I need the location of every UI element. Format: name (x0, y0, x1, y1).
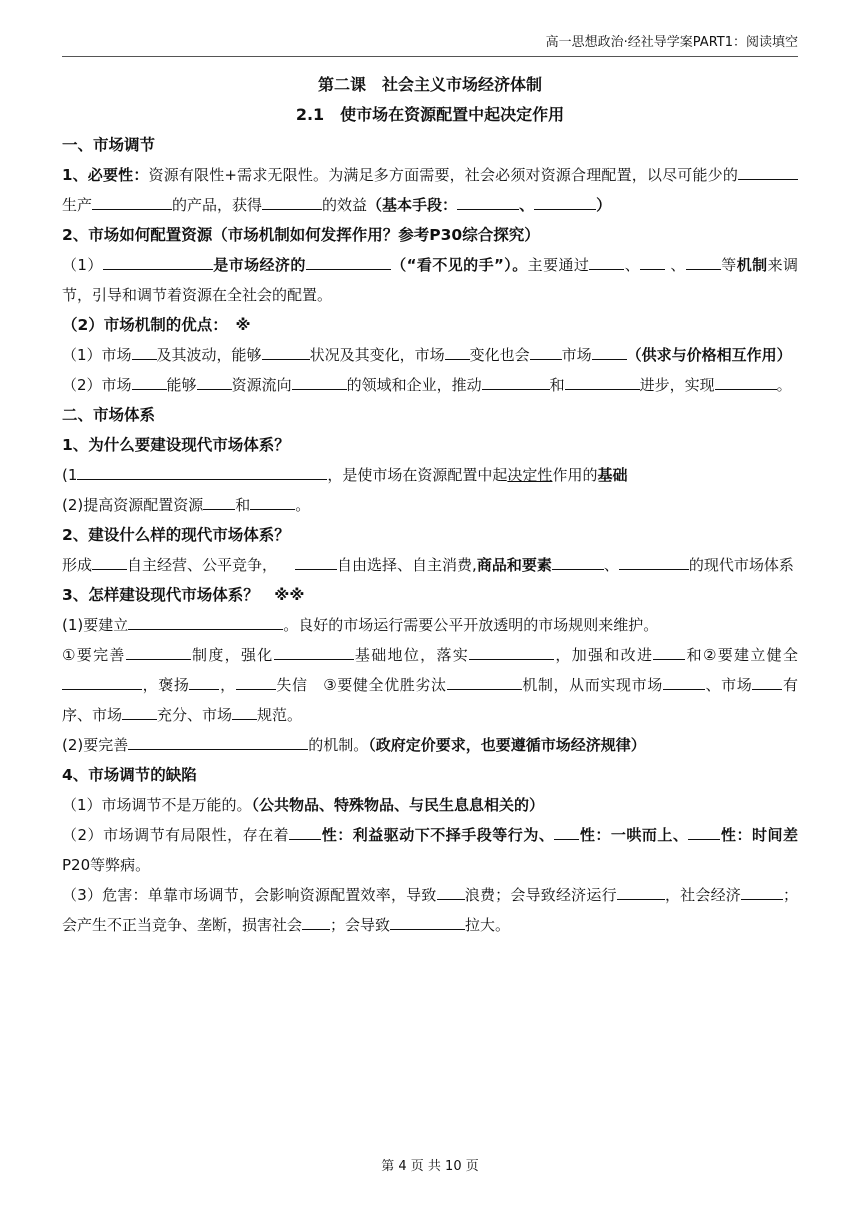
text: （公共物品、特殊物品、与民生息息相关的） (251, 796, 545, 814)
text: 变化也会 (469, 346, 530, 364)
fill-blank[interactable] (126, 645, 191, 660)
fill-blank[interactable] (663, 675, 705, 690)
paragraph-market-mechanism (62, 250, 798, 310)
fill-blank[interactable] (738, 165, 798, 180)
text: 来调节，引导和调节着资源在全社会的配置。 (62, 256, 798, 304)
text: ；会产生不正当竞争、垄断，损害社会 (62, 886, 798, 934)
text: 形成 (62, 556, 93, 574)
text: （供求与价格相互作用） (626, 346, 792, 364)
fill-blank[interactable] (686, 255, 721, 270)
text: (2)提高资源配置资源 (62, 496, 204, 514)
fill-blank[interactable] (565, 375, 640, 390)
paragraph-why-2 (62, 490, 798, 520)
text: 商品和要素 (476, 556, 552, 574)
paragraph-advantage-2 (62, 370, 798, 400)
section-title: 2.1 使市场在资源配置中起决定作用 (295, 105, 565, 124)
fill-blank[interactable] (469, 645, 554, 660)
text: 拉大。 (465, 916, 511, 934)
text: 生产 (62, 196, 93, 214)
fill-blank[interactable] (445, 345, 470, 360)
text: 、 (519, 196, 535, 214)
text: ，社会经济 (664, 886, 741, 904)
fill-blank[interactable] (534, 195, 596, 210)
text: 、 (624, 256, 641, 274)
text: 的机制。 (308, 736, 369, 754)
fill-blank[interactable] (589, 255, 624, 270)
fill-blank[interactable] (274, 645, 354, 660)
text: 基础地位，落实 (353, 646, 470, 664)
text: 机制，从而实现市场 (521, 676, 663, 694)
fill-blank[interactable] (741, 885, 783, 900)
paragraph-why-1 (62, 460, 798, 490)
text: （1）市场调节不是万能的。 (62, 796, 252, 814)
text: ②要建立健全 (702, 646, 798, 664)
text: 资源有限性+需求无限性。为满足多方面需要，社会必须对资源合理配置，以尽可能少的 (148, 166, 738, 184)
paragraph-defects-2 (62, 820, 798, 880)
text: 资源流向 (231, 376, 292, 394)
fill-blank[interactable] (262, 345, 310, 360)
text: ，加强和改进 (554, 646, 654, 664)
section-heading-1: 一、市场调节 (62, 136, 156, 154)
text: 及其波动，能够 (156, 346, 262, 364)
text: 状况及其变化，市场 (309, 346, 445, 364)
text: 。 (295, 496, 311, 514)
text: (1)要建立 (62, 616, 129, 634)
fill-blank[interactable] (292, 375, 347, 390)
fill-blank[interactable] (132, 375, 167, 390)
text: 自主经营、公平竞争， (127, 556, 278, 574)
fill-blank[interactable] (262, 195, 322, 210)
text: 机制 (736, 256, 768, 274)
lesson-title: 第二课 社会主义市场经济体制 (317, 75, 542, 94)
heading-how: 3、怎样建设现代市场体系？ ※※ (62, 586, 305, 604)
fill-blank[interactable] (619, 555, 689, 570)
fill-blank[interactable] (122, 705, 157, 720)
text: 主要通过 (527, 256, 590, 274)
paragraph-how-details (62, 640, 798, 730)
page-header (62, 30, 798, 57)
text: 基础 (597, 466, 628, 484)
text: 是市场经济的 (212, 256, 306, 274)
text: (1 (62, 466, 78, 484)
fill-blank[interactable] (132, 345, 157, 360)
fill-blank[interactable] (653, 645, 685, 660)
fill-blank[interactable] (617, 885, 665, 900)
fill-blank[interactable] (250, 495, 295, 510)
fill-blank[interactable] (447, 675, 522, 690)
fill-blank[interactable] (530, 345, 562, 360)
text: 性：一哄而上、 (579, 826, 689, 844)
paragraph-defects-3 (62, 880, 798, 940)
text: （“看不见的手”）。 (390, 256, 528, 274)
text: 自由选择、自主消费, (337, 556, 477, 574)
fill-blank[interactable] (390, 915, 465, 930)
fill-blank[interactable] (552, 555, 604, 570)
text: 的现代市场体系 (688, 556, 794, 574)
text: 等 (720, 256, 737, 274)
fill-blank[interactable] (306, 255, 391, 270)
text: 市场 (561, 346, 592, 364)
text: 充分、市场 (157, 706, 233, 724)
text: ） (596, 196, 612, 214)
text: 作用的 (552, 466, 598, 484)
text: （2）市场 (62, 376, 132, 394)
heading-defects: 4、市场调节的缺陷 (62, 766, 197, 784)
section-heading-2: 二、市场体系 (62, 406, 156, 424)
paragraph-defects-1 (62, 790, 798, 820)
text: 。良好的市场运行需要公平开放透明的市场规则来维护。 (283, 616, 659, 634)
text: 的领域和企业，推动 (346, 376, 482, 394)
fill-blank[interactable] (482, 375, 550, 390)
fill-blank[interactable] (77, 465, 327, 480)
heading-what: 2、建设什么样的现代市场体系？ (62, 526, 290, 544)
text: 、 (603, 556, 619, 574)
text: ；会导致 (330, 916, 391, 934)
fill-blank[interactable] (295, 555, 337, 570)
text: 进步，实现 (639, 376, 715, 394)
fill-blank[interactable] (128, 615, 283, 630)
fill-blank[interactable] (554, 825, 579, 840)
text: 和 (549, 376, 565, 394)
fill-blank[interactable] (232, 705, 257, 720)
fill-blank[interactable] (688, 825, 720, 840)
text: 和 (235, 496, 251, 514)
fill-blank[interactable] (103, 255, 213, 270)
fill-blank[interactable] (197, 375, 232, 390)
text: ， (219, 676, 236, 694)
text: （1）市场 (62, 346, 132, 364)
fill-blank[interactable] (62, 675, 142, 690)
text: （2）市场调节有局限性，存在着 (62, 826, 290, 844)
paragraph-what (62, 550, 798, 580)
text: 和 (685, 646, 703, 664)
fill-blank[interactable] (752, 675, 782, 690)
fill-blank[interactable] (92, 555, 127, 570)
text: （政府定价要求，也要遵循市场经济规律） (368, 736, 646, 754)
text: 规范。 (257, 706, 303, 724)
text: （基本手段： (367, 196, 458, 214)
paragraph-necessity (62, 160, 798, 220)
text: 能够 (166, 376, 197, 394)
text: 失信 ③要健全优胜劣汰 (275, 676, 447, 694)
text: ，是使市场在资源配置中起 (327, 466, 508, 484)
fill-blank[interactable] (457, 195, 519, 210)
text: 性：利益驱动下不择手段等行为、 (321, 826, 555, 844)
necessity-lead: 1、必要性： (62, 166, 149, 184)
text: 有序、市场 (62, 676, 798, 724)
fill-blank[interactable] (128, 735, 308, 750)
fill-blank[interactable] (203, 495, 235, 510)
text: ，褒扬 (142, 676, 190, 694)
text: 性：时间差 (720, 826, 798, 844)
fill-blank[interactable] (189, 675, 219, 690)
paragraph-how-2 (62, 730, 798, 760)
text: (2)要完善 (62, 736, 129, 754)
document-body (62, 70, 798, 940)
heading-why: 1、为什么要建设现代市场体系？ (62, 436, 290, 454)
fill-blank[interactable] (289, 825, 321, 840)
text: ①要完善 (62, 646, 126, 664)
page-footer (0, 1155, 860, 1174)
fill-blank[interactable] (302, 915, 330, 930)
page-number: 第 4 页 共 10 页 (381, 1159, 479, 1174)
fill-blank[interactable] (437, 885, 465, 900)
text: 、市场 (704, 676, 753, 694)
fill-blank[interactable] (592, 345, 627, 360)
text: 制度，强化 (190, 646, 274, 664)
fill-blank[interactable] (92, 195, 172, 210)
heading-allocation: 2、市场如何配置资源（市场机制如何发挥作用？参考P30综合探究） (62, 226, 540, 244)
text: 的产品，获得 (172, 196, 263, 214)
text: 的效益 (322, 196, 368, 214)
fill-blank[interactable] (640, 255, 665, 270)
fill-blank[interactable] (236, 675, 276, 690)
text: 。 (776, 376, 792, 394)
text: 浪费；会导致经济运行 (464, 886, 617, 904)
paragraph-advantage-1 (62, 340, 798, 370)
text: （3）危害：单靠市场调节，会影响资源配置效率，导致 (62, 886, 437, 904)
header-text: 高一思想政治·经社导学案PART1：阅读填空 (545, 35, 798, 50)
text: P20等弊病。 (62, 856, 151, 874)
text: （1） (62, 256, 103, 274)
text-underlined: 决定性 (507, 466, 553, 484)
heading-advantages: （2）市场机制的优点： ※ (62, 316, 251, 334)
fill-blank[interactable] (715, 375, 777, 390)
paragraph-how-1 (62, 610, 798, 640)
text: 、 (665, 256, 686, 274)
